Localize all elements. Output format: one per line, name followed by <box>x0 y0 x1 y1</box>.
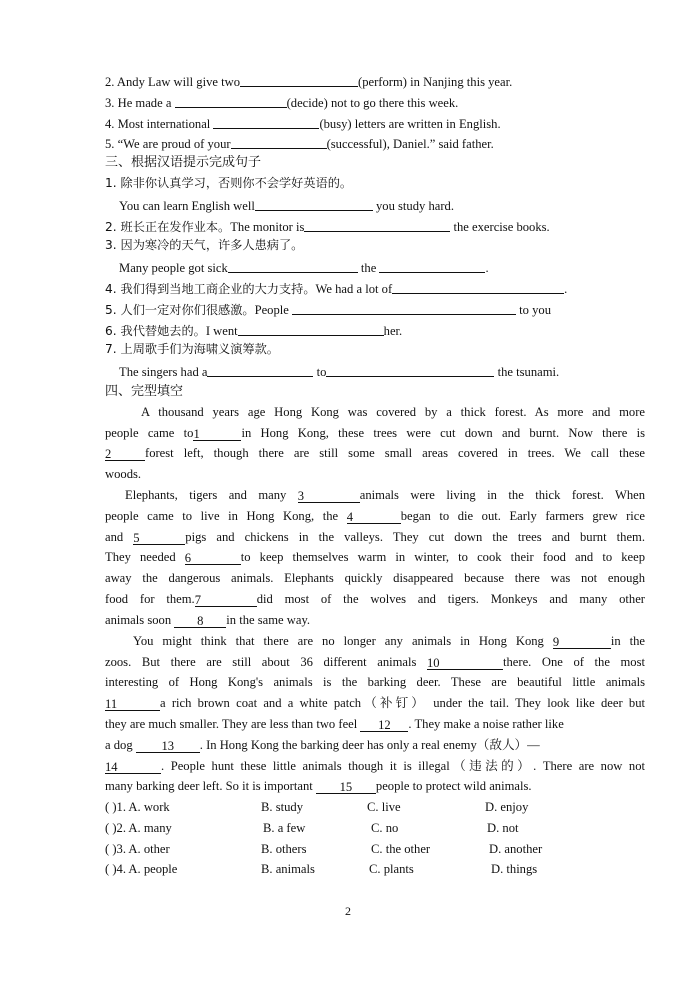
cloze-line-2: people came to1 in Hong Kong, these trees were cut down and burnt. Now there is <box>105 426 645 441</box>
cloze-line-3: 2 forest left, though there are still some small areas covered in trees. We call these <box>105 446 645 461</box>
choice-number[interactable]: ( )3. A. other <box>105 842 170 856</box>
fill-item-5: 5. “We are proud of your (successful), Daniel.” said father. <box>105 137 494 151</box>
choice-number[interactable]: ( )1. A. work <box>105 800 170 814</box>
answer-blank[interactable] <box>326 364 494 377</box>
choice-row-1 <box>105 800 645 815</box>
cloze-blank-2[interactable]: 2 <box>105 448 145 461</box>
cloze-line-6: people came to live in Hong Kong, the 4 began to die out. Early farmers grew rice <box>105 509 645 524</box>
choice-row-3 <box>105 842 645 857</box>
cloze-blank-7[interactable]: 7 <box>195 594 257 607</box>
choice-number[interactable]: ( )4. A. people <box>105 862 178 876</box>
cloze-blank-13[interactable]: 13 <box>136 740 200 753</box>
answer-blank[interactable] <box>175 95 287 108</box>
choice-b[interactable]: B. others <box>261 842 307 856</box>
choice-c[interactable]: C. plants <box>369 862 414 876</box>
translate-q7-en: The singers had a to the tsunami. <box>119 365 560 379</box>
cloze-blank-6[interactable]: 6 <box>185 552 241 565</box>
answer-blank[interactable] <box>240 74 358 87</box>
translate-q3-en: Many people got sick the . <box>119 261 489 275</box>
answer-blank[interactable] <box>392 281 564 294</box>
fill-item-3: 3. He made a (decide) not to go there this week. <box>105 96 459 110</box>
translate-q1-en: You can learn English well you study hard. <box>119 199 454 213</box>
answer-blank[interactable] <box>255 198 373 211</box>
fill-item-2: 2. Andy Law will give two (perform) in Nanjing this year. <box>105 75 513 89</box>
cloze-blank-4[interactable]: 4 <box>347 511 401 524</box>
answer-blank[interactable] <box>228 260 358 273</box>
cloze-line-1: A thousand years age Hong Kong was covered by a thick forest. As more and more <box>141 405 645 419</box>
section-heading-translate: 三、根据汉语提示完成句子 <box>105 155 262 170</box>
cloze-blank-12[interactable]: 12 <box>360 719 408 732</box>
cloze-blank-9[interactable]: 9 <box>553 636 611 649</box>
answer-blank[interactable] <box>213 116 319 129</box>
cloze-line-12: You might think that there are no longer any animals in Hong Kong 9 in the <box>133 634 645 649</box>
choice-c[interactable]: C. the other <box>371 842 431 856</box>
translate-q4: 4. 我们得到当地工商企业的大力支持。We had a lot of . <box>105 282 568 296</box>
translate-q3-zh: 3. 因为寒冷的天气，许多人患病了。 <box>105 238 304 252</box>
translate-q6: 6. 我代替她去的。I went her. <box>105 324 403 338</box>
choice-c[interactable]: C. no <box>371 821 399 835</box>
cloze-blank-10[interactable]: 10 <box>427 657 503 670</box>
cloze-blank-14[interactable]: 14 <box>105 761 161 774</box>
choice-b[interactable]: B. study <box>261 800 303 814</box>
answer-blank[interactable] <box>207 364 313 377</box>
choice-d[interactable]: D. things <box>491 862 538 876</box>
page-number: 2 <box>345 904 351 918</box>
translate-q1-zh: 1. 除非你认真学习，否则你不会学好英语的。 <box>105 176 353 190</box>
cloze-blank-3[interactable]: 3 <box>298 490 360 503</box>
cloze-blank-5[interactable]: 5 <box>133 532 185 545</box>
cloze-line-19: many barking deer left. So it is important 15 people to protect wild animals. <box>105 779 532 794</box>
choice-b[interactable]: B. animals <box>261 862 315 876</box>
cloze-line-10: food for them.7 did most of the wolves and tigers. Monkeys and many other <box>105 592 645 607</box>
cloze-line-13: zoos. But there are still about 36 different animals 10 there. One of the most <box>105 655 645 670</box>
choice-row-4 <box>105 862 645 877</box>
answer-blank[interactable] <box>379 260 485 273</box>
cloze-line-14: interesting of Hong Kong's animals is the barking deer. These are beautiful little animals <box>105 675 645 689</box>
cloze-line-4: woods. <box>105 467 142 481</box>
choice-b[interactable]: B. a few <box>263 821 306 835</box>
cloze-line-5: Elephants, tigers and many 3 animals were living in the thick forest. When <box>125 488 645 503</box>
choice-row-2 <box>105 821 645 836</box>
cloze-line-17: a dog 13 . In Hong Kong the barking deer has only a real enemy（敌人）— <box>105 738 540 753</box>
choice-d[interactable]: D. not <box>487 821 519 835</box>
section-heading-cloze: 四、完型填空 <box>105 384 184 399</box>
choice-number[interactable]: ( )2. A. many <box>105 821 172 835</box>
cloze-line-18: 14 . People hunt these little animals though it is illegal（违法的）. There are now not <box>105 759 645 774</box>
cloze-blank-11[interactable]: 11 <box>105 698 160 711</box>
answer-blank[interactable] <box>231 136 327 149</box>
choice-d[interactable]: D. another <box>489 842 543 856</box>
cloze-blank-8[interactable]: 8 <box>174 615 226 628</box>
translate-q2: 2. 班长正在发作业本。The monitor is the exercise books. <box>105 220 550 234</box>
answer-blank[interactable] <box>238 323 384 336</box>
translate-q7-zh: 7. 上周歌手们为海啸义演筹款。 <box>105 342 279 356</box>
translate-q5: 5. 人们一定对你们很感激。People to you <box>105 303 551 317</box>
cloze-line-16: they are much smaller. They are less than two feel 12 . They make a noise rather like <box>105 717 564 732</box>
cloze-blank-1[interactable]: 1 <box>193 428 241 441</box>
choice-d[interactable]: D. enjoy <box>485 800 529 814</box>
choice-c[interactable]: C. live <box>367 800 401 814</box>
cloze-line-8: They needed 6 to keep themselves warm in winter, to cook their food and to keep <box>105 550 645 565</box>
fill-item-4: 4. Most international (busy) letters are written in English. <box>105 117 501 131</box>
cloze-line-11: animals soon 8 in the same way. <box>105 613 311 628</box>
cloze-line-7: and 5 pigs and chickens in the valleys. They cut down the trees and burnt them. <box>105 530 645 545</box>
cloze-line-9: away the dangerous animals. Elephants quickly disappeared because there was not enough <box>105 571 645 585</box>
cloze-line-15: 11 a rich brown coat and a white patch（补钉） under the tail. They look like deer but <box>105 696 645 711</box>
answer-blank[interactable] <box>304 219 450 232</box>
cloze-blank-15[interactable]: 15 <box>316 781 376 794</box>
answer-blank[interactable] <box>292 302 516 315</box>
